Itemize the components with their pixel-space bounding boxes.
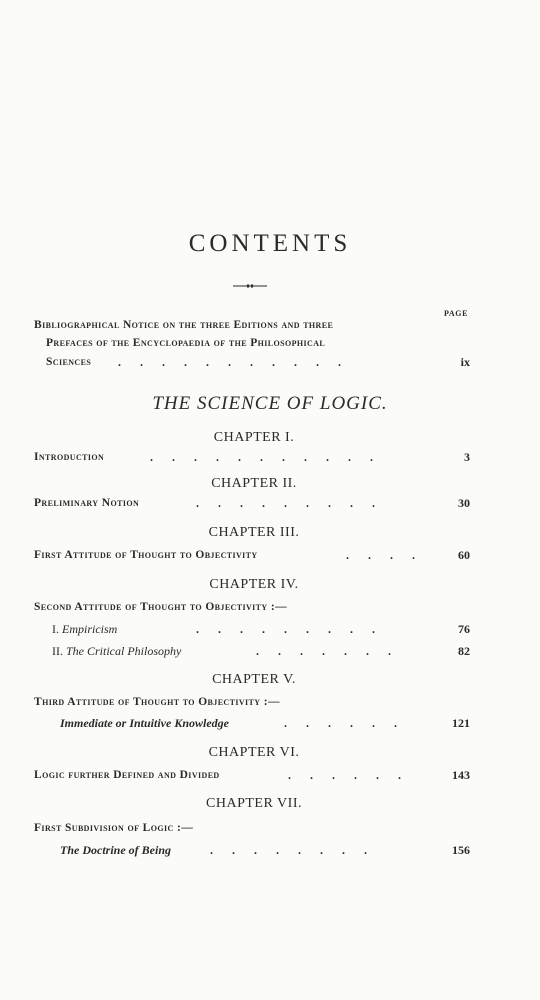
leader-dots: . . . . . .	[288, 768, 401, 782]
chapter-entry: Third Attitude of Thought to Objectivity :—	[34, 696, 280, 708]
intro-entry-line-3: Sciences	[46, 356, 92, 368]
sub-entry: Immediate or Intuitive Knowledge	[60, 716, 230, 730]
chapter-entry: Preliminary Notion	[34, 497, 140, 509]
chapter-entry: First Subdivision of Logic :—	[34, 822, 194, 834]
sub-entry-page: 156	[452, 843, 470, 857]
intro-entry-page: ix	[460, 355, 470, 369]
chapter-page: 60	[458, 548, 470, 562]
sub-entry: II. The Critical Philosophy	[52, 644, 182, 658]
leader-dots: . . . . . . . . . . .	[118, 355, 341, 369]
chapter-heading: CHAPTER VII.	[206, 796, 302, 811]
chapter-entry: Second Attitude of Thought to Objectivity :—	[34, 601, 287, 613]
sub-entry-page: 76	[458, 622, 470, 636]
ornament-divider	[233, 283, 267, 289]
leader-dots: . . . .	[346, 548, 415, 562]
chapter-page: 3	[464, 450, 470, 464]
chapter-heading: CHAPTER IV.	[209, 577, 299, 592]
chapter-entry: Logic further Defined and Divided	[34, 769, 220, 781]
chapter-heading: CHAPTER II.	[211, 476, 297, 491]
chapter-heading: CHAPTER V.	[212, 672, 296, 687]
intro-entry-line-2: Prefaces of the Encyclopaedia of the Philosophical	[46, 337, 326, 349]
chapter-entry: First Attitude of Thought to Objectivity	[34, 549, 258, 561]
leader-dots: . . . . . . . . . . .	[150, 450, 373, 464]
page-column-heading: PAGE	[444, 309, 469, 318]
sub-entry: The Doctrine of Being	[60, 843, 171, 857]
chapter-heading: CHAPTER I.	[213, 430, 295, 445]
sub-entry-page: 121	[452, 716, 470, 730]
page-title: CONTENTS	[188, 230, 352, 257]
sub-entry-page: 82	[458, 644, 470, 658]
leader-dots: . . . . . . . . .	[196, 496, 375, 510]
chapter-heading: CHAPTER VI.	[208, 745, 300, 760]
sub-entry: I. Empiricism	[52, 622, 118, 636]
part-title: THE SCIENCE OF LOGIC.	[152, 393, 388, 414]
chapter-entry: Introduction	[34, 451, 105, 463]
leader-dots: . . . . . .	[284, 716, 397, 730]
leader-dots: . . . . . . .	[256, 644, 391, 658]
chapter-page: 30	[458, 496, 470, 510]
intro-entry-line-1: Bibliographical Notice on the three Editions and three	[34, 319, 334, 331]
leader-dots: . . . . . . . . .	[196, 622, 375, 636]
leader-dots: . . . . . . . .	[210, 843, 367, 857]
chapter-heading: CHAPTER III.	[208, 525, 300, 540]
chapter-page: 143	[452, 768, 470, 782]
